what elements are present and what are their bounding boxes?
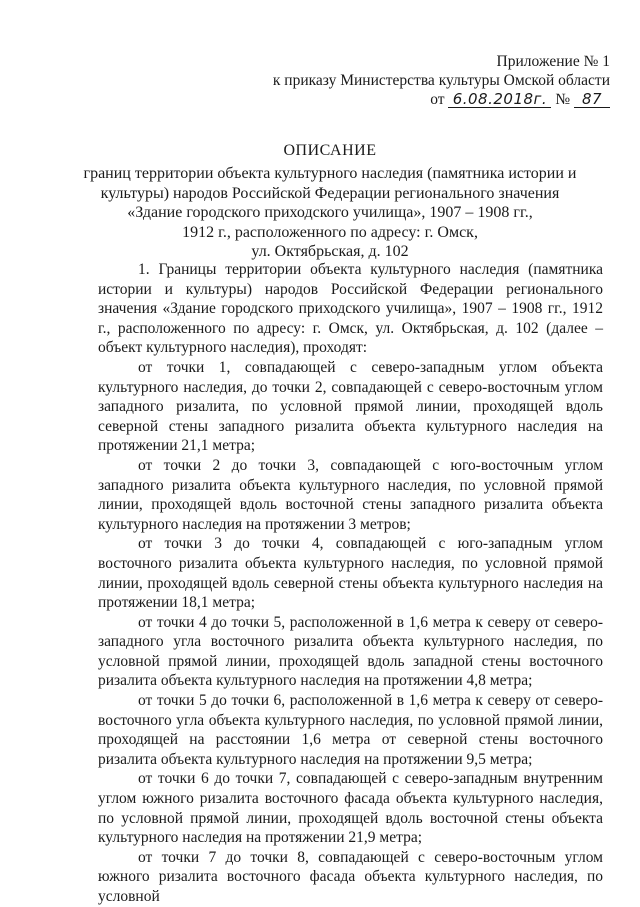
order-reference: к приказу Министерства культуры Омской области (272, 72, 610, 89)
handwritten-number: 87 (574, 91, 610, 108)
title-line: 1912 г., расположенного по адресу: г. Омск, (182, 223, 478, 241)
from-label: от (430, 91, 445, 108)
order-date-number (230, 90, 610, 109)
title-line: культуры) народов Российской Федерации регионального значения (100, 184, 560, 202)
paragraph: от точки 3 до точки 4, совпадающей с юго-западным углом восточного ризалита объекта культурного наследия, по условной прямой линии, проходящей вдоль северной стены объекта культурного наследия на протяжении 18,1 метра; (98, 535, 603, 612)
title-heading: ОПИСАНИЕ (283, 142, 377, 159)
appendix-number: Приложение № 1 (496, 53, 610, 70)
appendix-header (230, 52, 610, 109)
paragraph: от точки 4 до точки 5, расположенной в 1,6 метра к северу от северо-западного угла восточного ризалита объекта культурного наследия, по условной прямой линии, проходящей вдоль западной стены восточного ризалита объекта культурного наследия на протяжении 4,8 метра; (98, 613, 603, 690)
title-description (60, 164, 600, 262)
paragraph: от точки 6 до точки 7, совпадающей с северо-западным внутренним углом южного ризалита восточного фасада объекта культурного наследия, по условной прямой линии, проходящей вдоль восточной стены объекта культурного наследия на протяжении 21,9 метра; (98, 770, 603, 847)
paragraph: от точки 5 до точки 6, расположенной в 1,6 метра к северу от северо-восточного угла объекта культурного наследия, по условной прямой линии, проходящей на расстоянии 1,6 метра от северной стены восточного ризалита объекта культурного наследия на протяжении 9,5 метра; (98, 692, 603, 768)
paragraph: 1. Границы территории объекта культурного наследия (памятника истории и культуры) народов Российской Федерации регионального значения «Здание городского приходского училища», 1907 – 1908 гг., 1912 г., расположенного по адресу: г. Омск, ул. Октябрьская, д. 102 (далее – объект культурного наследия), проходят: (98, 261, 603, 357)
title-line: границ территории объекта культурного наследия (памятника истории и (83, 165, 577, 182)
number-label: № (555, 91, 571, 108)
title-line: «Здание городского приходского училища», 1907 – 1908 гг., (127, 204, 533, 221)
paragraph: от точки 2 до точки 3, совпадающей с юго-восточным углом западного ризалита объекта культурного наследия, по условной прямой линии, проходящей вдоль восточной стены западного ризалита объекта культурного наследия на протяжении 3 метров; (98, 456, 603, 533)
paragraph: от точки 1, совпадающей с северо-западным углом объекта культурного наследия, до точки 2, совпадающей с северо-восточным углом западного ризалита, по условной прямой линии, проходящей вдоль северной стены западного ризалита объекта культурного наследия на протяжении 21,1 метра; (98, 358, 603, 455)
title-line: ул. Октябрьская, д. 102 (251, 243, 409, 260)
handwritten-date: 6.08.2018г. (448, 91, 551, 108)
document-body (98, 260, 603, 907)
paragraph: от точки 7 до точки 8, совпадающей с северо-восточным углом южного ризалита восточного фасада объекта культурного наследия, по условной (98, 848, 603, 905)
document-title (60, 141, 600, 161)
